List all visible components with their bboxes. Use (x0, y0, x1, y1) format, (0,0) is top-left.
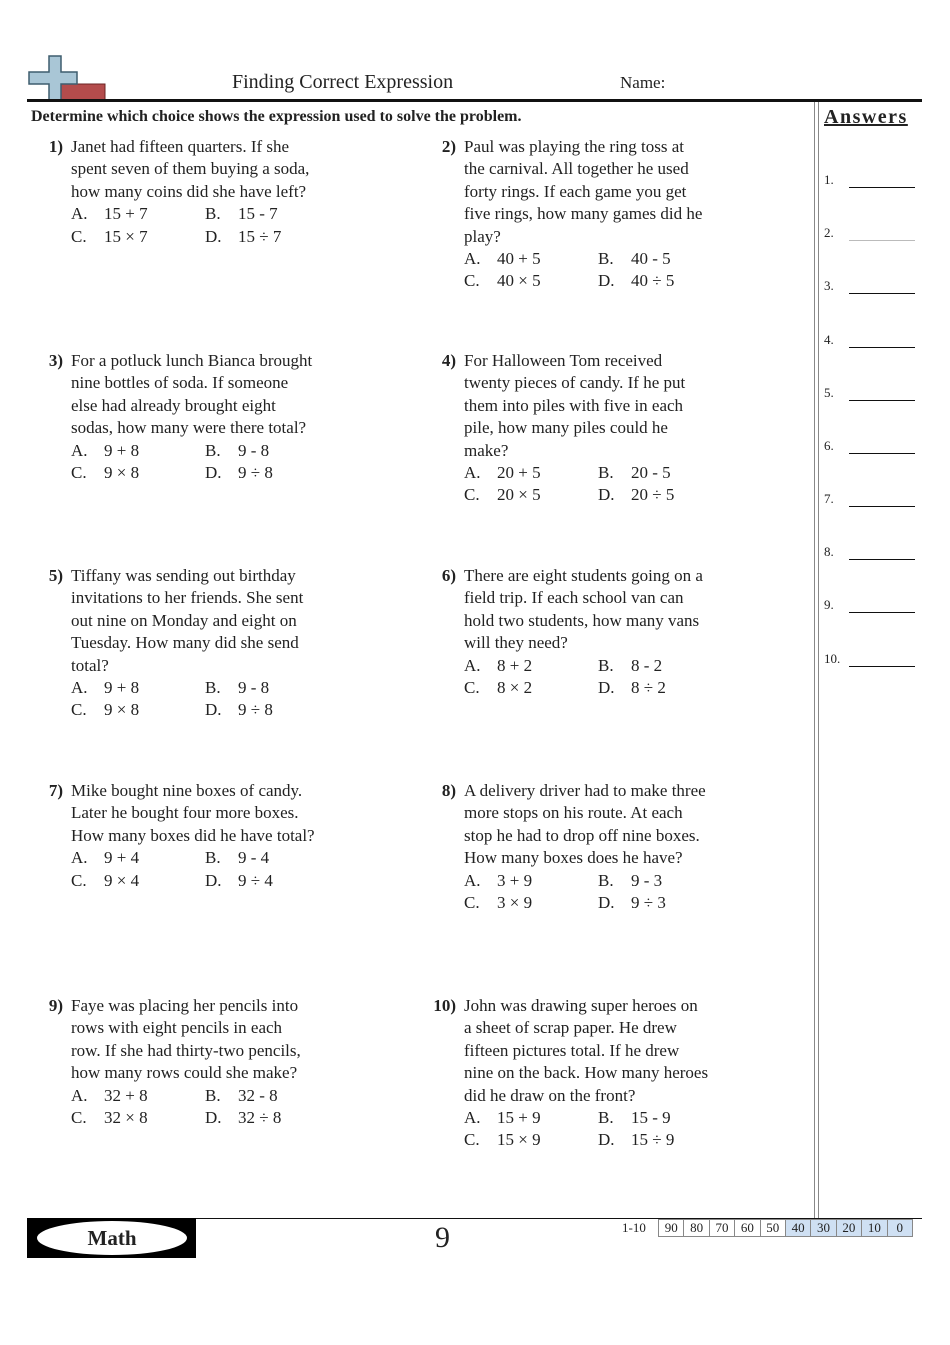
score-cell: 40 (785, 1220, 810, 1237)
problem-number: 1) (48, 137, 63, 156)
choice-letter: B. (598, 1108, 614, 1127)
choice-expression: 9 - 8 (238, 440, 270, 460)
choice-letter: A. (71, 1085, 88, 1105)
choice-expression: 15 × 9 (497, 1130, 541, 1150)
answer-number: 1. (824, 172, 834, 187)
choice-row (464, 1129, 769, 1151)
choice-letter: B. (205, 1085, 221, 1105)
choice-row (71, 203, 376, 225)
choice-row (464, 677, 769, 699)
problem-text-line: For a potluck lunch Bianca brought (71, 351, 313, 370)
problem-text (464, 136, 769, 248)
answer-row (824, 487, 919, 507)
choice-letter: B. (598, 249, 614, 268)
choice-letter: A. (71, 204, 88, 224)
choice-expression: 8 ÷ 2 (631, 677, 666, 697)
problem-text-line: them into piles with five in each (464, 395, 684, 415)
choice-letter: A. (464, 249, 481, 268)
choice-letter: C. (464, 677, 480, 697)
problem-text-line: nine on the back. How many heroes (464, 1063, 709, 1083)
choice-letter: C. (71, 226, 87, 246)
choice-expression: 9 ÷ 8 (238, 700, 273, 720)
choice-expression: 20 + 5 (497, 463, 541, 482)
choice-expression: 15 + 7 (104, 204, 148, 224)
choice-letter: B. (205, 848, 221, 868)
problem-text-line: How many boxes did he have total? (71, 825, 315, 845)
answer-choices (464, 248, 769, 293)
problem-text-line: how many coins did she have left? (71, 181, 307, 201)
answer-number: 6. (824, 438, 834, 453)
answer-blank[interactable] (849, 453, 915, 454)
problem-text-line: Janet had fifteen quarters. If she (71, 137, 290, 156)
problem-text-line: did he draw on the front? (464, 1085, 636, 1105)
instructions: Determine which choice shows the expression used to solve the problem. (31, 108, 522, 125)
answer-row (824, 593, 919, 613)
choice-row (464, 270, 769, 292)
choice-letter: D. (598, 485, 615, 505)
answer-blank[interactable] (849, 559, 915, 560)
answer-choices (71, 1085, 376, 1130)
choice-letter: C. (71, 870, 87, 890)
answer-row (824, 328, 919, 348)
choice-letter: B. (205, 440, 221, 460)
choice-letter: D. (205, 462, 222, 482)
choice-expression: 3 × 9 (497, 892, 533, 912)
problem-text (71, 350, 376, 440)
problem-text (71, 995, 376, 1085)
choice-letter: A. (71, 848, 88, 868)
score-table (658, 1219, 913, 1237)
answer-number: 7. (824, 491, 834, 506)
problem-text-line: make? (464, 440, 509, 460)
problem-text-line: row. If she had thirty-two pencils, (71, 1040, 301, 1060)
problem-text-line: Tiffany was sending out birthday (71, 566, 296, 585)
answer-number: 9. (824, 597, 834, 612)
choice-letter: D. (598, 677, 615, 697)
choice-row (464, 892, 769, 914)
problem-text-line: a sheet of scrap paper. He drew (464, 1018, 677, 1038)
answer-row (824, 434, 919, 454)
choice-expression: 40 + 5 (497, 249, 541, 268)
answer-row (824, 381, 919, 401)
problem-number: 10) (433, 996, 456, 1015)
choice-letter: C. (71, 1107, 87, 1127)
score-cell: 50 (760, 1220, 785, 1237)
problem-text-line: rows with eight pencils in each (71, 1018, 283, 1038)
answer-number: 4. (824, 332, 834, 347)
choice-letter: A. (71, 678, 88, 697)
answer-row (824, 647, 919, 667)
choice-expression: 20 - 5 (631, 463, 671, 482)
problem-text-line: spent seven of them buying a soda, (71, 159, 310, 179)
problem-text (71, 136, 376, 203)
problem-text-line: the carnival. All together he used (464, 159, 689, 179)
answers-column-divider (818, 102, 819, 1226)
score-cell: 60 (735, 1220, 760, 1237)
choice-expression: 9 × 8 (104, 462, 140, 482)
problem-text-line: sodas, how many were there total? (71, 418, 307, 438)
problem-number: 8) (441, 781, 456, 800)
choice-letter: D. (598, 892, 615, 912)
answer-choices (464, 870, 769, 915)
answer-row (824, 540, 919, 560)
answer-number: 5. (824, 385, 834, 400)
choice-expression: 9 ÷ 8 (238, 462, 273, 482)
problem-text-line: Later he bought four more boxes. (71, 803, 299, 823)
header-divider (27, 99, 922, 102)
problem-text-line: Paul was playing the ring toss at (464, 137, 685, 156)
choice-letter: C. (71, 462, 87, 482)
choice-expression: 8 × 2 (497, 677, 533, 697)
problem-text-line: Tuesday. How many did she send (71, 633, 299, 653)
choice-expression: 9 × 4 (104, 870, 140, 890)
choice-row (71, 462, 376, 484)
problem-text-line: field trip. If each school van can (464, 588, 684, 608)
choice-expression: 15 + 9 (497, 1108, 541, 1127)
problem-text-line: fifteen pictures total. If he drew (464, 1040, 680, 1060)
choice-row (464, 1107, 769, 1129)
answer-row (824, 274, 919, 294)
problem-text-line: Faye was placing her pencils into (71, 996, 299, 1015)
answer-choices (464, 462, 769, 507)
problem-text-line: A delivery driver had to make three (464, 781, 706, 800)
choice-expression: 32 - 8 (238, 1085, 278, 1105)
choice-letter: C. (71, 700, 87, 720)
choice-expression: 20 ÷ 5 (631, 485, 675, 505)
answer-blank[interactable] (849, 506, 915, 507)
answer-choices (71, 203, 376, 248)
answer-number: 8. (824, 544, 834, 559)
answers-title: Answers (824, 106, 908, 128)
choice-expression: 15 ÷ 9 (631, 1130, 675, 1150)
problem-text-line: John was drawing super heroes on (464, 996, 698, 1015)
choice-expression: 32 + 8 (104, 1085, 148, 1105)
answer-blank[interactable] (849, 666, 915, 667)
problem-text-line: For Halloween Tom received (464, 351, 663, 370)
score-cell: 20 (836, 1220, 861, 1237)
problem-text-line: stop he had to drop off nine boxes. (464, 825, 700, 845)
choice-row (71, 677, 376, 699)
problem-text-line: out nine on Monday and eight on (71, 610, 297, 630)
answer-blank[interactable] (849, 187, 915, 188)
problem-number: 3) (48, 351, 63, 370)
problem-text-line: invitations to her friends. She sent (71, 588, 304, 608)
choice-letter: A. (464, 870, 481, 890)
problem-number: 9) (48, 996, 63, 1015)
answer-choices (71, 440, 376, 485)
problem-text (464, 350, 769, 462)
choice-row (464, 870, 769, 892)
problem-number: 5) (48, 566, 63, 585)
problem-text-line: twenty pieces of candy. If he put (464, 373, 686, 393)
choice-expression: 9 - 4 (238, 848, 270, 868)
choice-letter: A. (464, 655, 481, 675)
choice-expression: 8 - 2 (631, 655, 663, 675)
choice-row (71, 1085, 376, 1107)
answer-choices (71, 847, 376, 892)
choice-letter: A. (464, 463, 481, 482)
problem-text-line: five rings, how many games did he (464, 204, 703, 224)
page-number: 9 (435, 1221, 450, 1254)
choice-letter: D. (205, 700, 222, 720)
choice-letter: C. (464, 892, 480, 912)
choice-expression: 40 × 5 (497, 271, 541, 291)
choice-row (71, 699, 376, 721)
choice-letter: B. (598, 870, 614, 890)
problem-text-line: how many rows could she make? (71, 1063, 298, 1083)
choice-expression: 8 + 2 (497, 655, 533, 675)
choice-expression: 9 ÷ 4 (238, 870, 273, 890)
answer-blank[interactable] (849, 293, 915, 294)
problem-text-line: total? (71, 655, 109, 675)
problem-text-line: else had already brought eight (71, 395, 276, 415)
choice-expression: 40 - 5 (631, 249, 671, 268)
problem-text-line: hold two students, how many vans (464, 610, 700, 630)
problem-text (464, 780, 769, 870)
choice-letter: B. (598, 655, 614, 675)
score-cell: 80 (684, 1220, 709, 1237)
math-badge-label: Math (37, 1221, 187, 1255)
problem-text-line: more stops on his route. At each (464, 803, 683, 823)
choice-row (464, 248, 769, 270)
score-cell: 10 (862, 1220, 887, 1237)
choice-row (71, 870, 376, 892)
answer-blank[interactable] (849, 347, 915, 348)
answer-number: 2. (824, 225, 834, 240)
choice-letter: D. (598, 271, 615, 291)
choice-expression: 20 × 5 (497, 485, 541, 505)
problem-text (464, 565, 769, 655)
choice-row (71, 226, 376, 248)
choice-row (464, 462, 769, 484)
choice-letter: B. (205, 204, 221, 224)
choice-expression: 15 × 7 (104, 226, 148, 246)
choice-expression: 15 - 9 (631, 1108, 671, 1127)
answer-number: 3. (824, 278, 834, 293)
problem-text-line: Mike bought nine boxes of candy. (71, 781, 303, 800)
answer-number: 10. (824, 651, 841, 666)
choice-expression: 9 - 8 (238, 678, 270, 697)
answer-blank[interactable] (849, 400, 915, 401)
answer-choices (71, 677, 376, 722)
score-cell: 30 (811, 1220, 836, 1237)
choice-expression: 9 + 4 (104, 848, 140, 868)
answer-blank[interactable] (849, 240, 915, 241)
choice-row (464, 655, 769, 677)
problem-text-line: There are eight students going on a (464, 566, 703, 585)
problem-number: 6) (441, 566, 456, 585)
choice-row (71, 847, 376, 869)
choice-letter: A. (71, 440, 88, 460)
answer-row (824, 168, 919, 188)
choice-row (71, 1107, 376, 1129)
score-cell: 70 (709, 1220, 734, 1237)
choice-letter: D. (205, 870, 222, 890)
choice-letter: C. (464, 1130, 480, 1150)
score-cell: 90 (659, 1220, 684, 1237)
choice-expression: 15 ÷ 7 (238, 226, 282, 246)
problem-text-line: play? (464, 226, 501, 246)
problem-text-line: nine bottles of soda. If someone (71, 373, 289, 393)
answer-blank[interactable] (849, 612, 915, 613)
answer-row (824, 221, 919, 241)
answer-choices (464, 1107, 769, 1152)
plus-logo-icon (27, 54, 107, 102)
choice-letter: C. (464, 271, 480, 291)
choice-expression: 9 × 8 (104, 700, 140, 720)
problem-number: 7) (48, 781, 63, 800)
choice-row (71, 440, 376, 462)
score-range-label: 1-10 (622, 1220, 646, 1235)
problem-text (71, 565, 376, 677)
problem-number: 4) (441, 351, 456, 370)
problem-text (71, 780, 376, 847)
problem-text-line: forty rings. If each game you get (464, 181, 687, 201)
choice-expression: 15 - 7 (238, 204, 278, 224)
answers-column-divider (814, 102, 815, 1226)
choice-expression: 9 + 8 (104, 440, 140, 460)
choice-letter: D. (205, 226, 222, 246)
worksheet-title: Finding Correct Expression (232, 71, 454, 93)
problem-text-line: How many boxes does he have? (464, 848, 683, 868)
choice-expression: 9 - 3 (631, 870, 663, 890)
problem-text (464, 995, 769, 1107)
problem-number: 2) (441, 137, 456, 156)
score-cell: 0 (887, 1220, 912, 1237)
name-label: Name: (620, 73, 666, 92)
choice-letter: B. (598, 463, 614, 482)
choice-expression: 9 + 8 (104, 678, 140, 697)
choice-letter: B. (205, 678, 221, 697)
answer-choices (464, 655, 769, 700)
choice-expression: 3 + 9 (497, 870, 533, 890)
choice-expression: 40 ÷ 5 (631, 271, 675, 291)
choice-letter: D. (598, 1130, 615, 1150)
choice-expression: 32 ÷ 8 (238, 1107, 282, 1127)
choice-expression: 9 ÷ 3 (631, 892, 666, 912)
choice-expression: 32 × 8 (104, 1107, 148, 1127)
problem-text-line: pile, how many piles could he (464, 418, 668, 438)
choice-letter: D. (205, 1107, 222, 1127)
choice-row (464, 484, 769, 506)
problem-text-line: will they need? (464, 633, 568, 653)
choice-letter: A. (464, 1108, 481, 1127)
choice-letter: C. (464, 485, 480, 505)
